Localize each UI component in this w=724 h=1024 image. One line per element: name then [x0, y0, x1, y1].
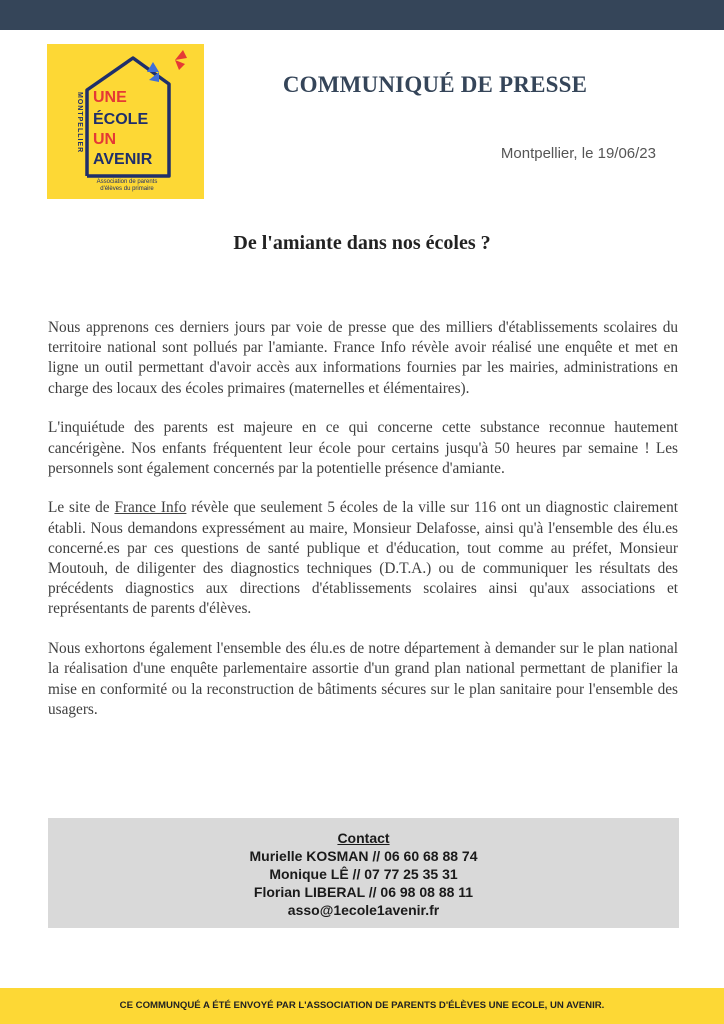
- butterfly-icon: [147, 50, 187, 82]
- paragraph-4: Nous exhortons également l'ensemble des élu.es de notre département à demander sur le plan national la réalisation d'une enquête parlementaire assortie d'un grand plan national permettant de planifier la mise en conformité ou la reconstruction de bâtiments sécures sur le plan sanitaire pour l'ensemble des usagers.: [48, 640, 678, 718]
- contact-line-3: Florian LIBERAL // 06 98 08 88 11: [253, 884, 474, 900]
- logo-word-un: UN: [93, 131, 117, 148]
- logo-caption-1: Association de parents: [96, 179, 158, 185]
- svg-text:UNE: UNE: [93, 89, 127, 106]
- headline: De l'amiante dans nos écoles ?: [233, 232, 491, 254]
- logo-word-ecole: ÉCOLE: [93, 111, 149, 128]
- logo-caption-2: d'élèves du primaire: [100, 186, 154, 192]
- paragraph-2: L'inquiétude des parents est majeure en ce qui concerne cette substance reconnue hautement cancérigène. Nos enfants fréquentent leur école pour certains jusqu'à 50 heures par semaine ! Les personnels sont également concernés par la potentielle présence d'amiante.: [48, 419, 678, 477]
- logo-word-avenir: AVENIR: [93, 151, 153, 168]
- press-release-title: COMMUNIQUÉ DE PRESSE: [282, 72, 588, 97]
- paragraph-3: Le site de France Info révèle que seulement 5 écoles de la ville sur 116 ont un diagnostic clairement établi. Nous demandons expressément au maire, Monsieur Delafosse, ainsi qu'à l'ensemble des élu.es concerné.es par ces questions de santé publique et d'éducation, tout comme au préfet, Monsieur Moutouh, de diligenter des diagnostics techniques (D.T.A.) ou de communiquer les résultats des précédents diagnostics aux directions d'établissements scolaires ainsi qu'aux associations et représentants de parents d'élèves.: [48, 499, 678, 618]
- footer-note: CE COMMUNQUÉ A ÉTÉ ENVOYÉ PAR L'ASSOCIATION DE PARENTS D'ÉLÈVES UNE ECOLE, UN AVENIR.: [0, 988, 724, 1024]
- france-info-link[interactable]: France Info: [114, 499, 187, 517]
- contact-email[interactable]: asso@1ecole1avenir.fr: [287, 902, 440, 918]
- top-bar: [0, 0, 724, 30]
- association-logo: [47, 44, 204, 199]
- contact-line-1: Murielle KOSMAN // 06 60 68 88 74: [249, 848, 478, 864]
- body-text: [48, 318, 678, 739]
- date-location: Montpellier, le 19/06/23: [500, 145, 656, 162]
- paragraph-1: Nous apprenons ces derniers jours par voie de presse que des milliers d'établissements scolaires du territoire national sont pollués par l'amiante. France Info révèle avoir réalisé une enquête et met en ligne un outil permettant d'avoir accès aux informations fournies par les mairies, administrations en charge des locaux des écoles primaires (maternelles et élémentaires).: [48, 319, 678, 397]
- contact-title: Contact: [337, 830, 390, 846]
- contact-line-2: Monique LÊ // 07 77 25 35 31: [269, 866, 458, 882]
- contact-box: [48, 818, 679, 928]
- logo-side-text: MONTPELLIER: [76, 92, 83, 154]
- house-logo-icon: [47, 44, 204, 199]
